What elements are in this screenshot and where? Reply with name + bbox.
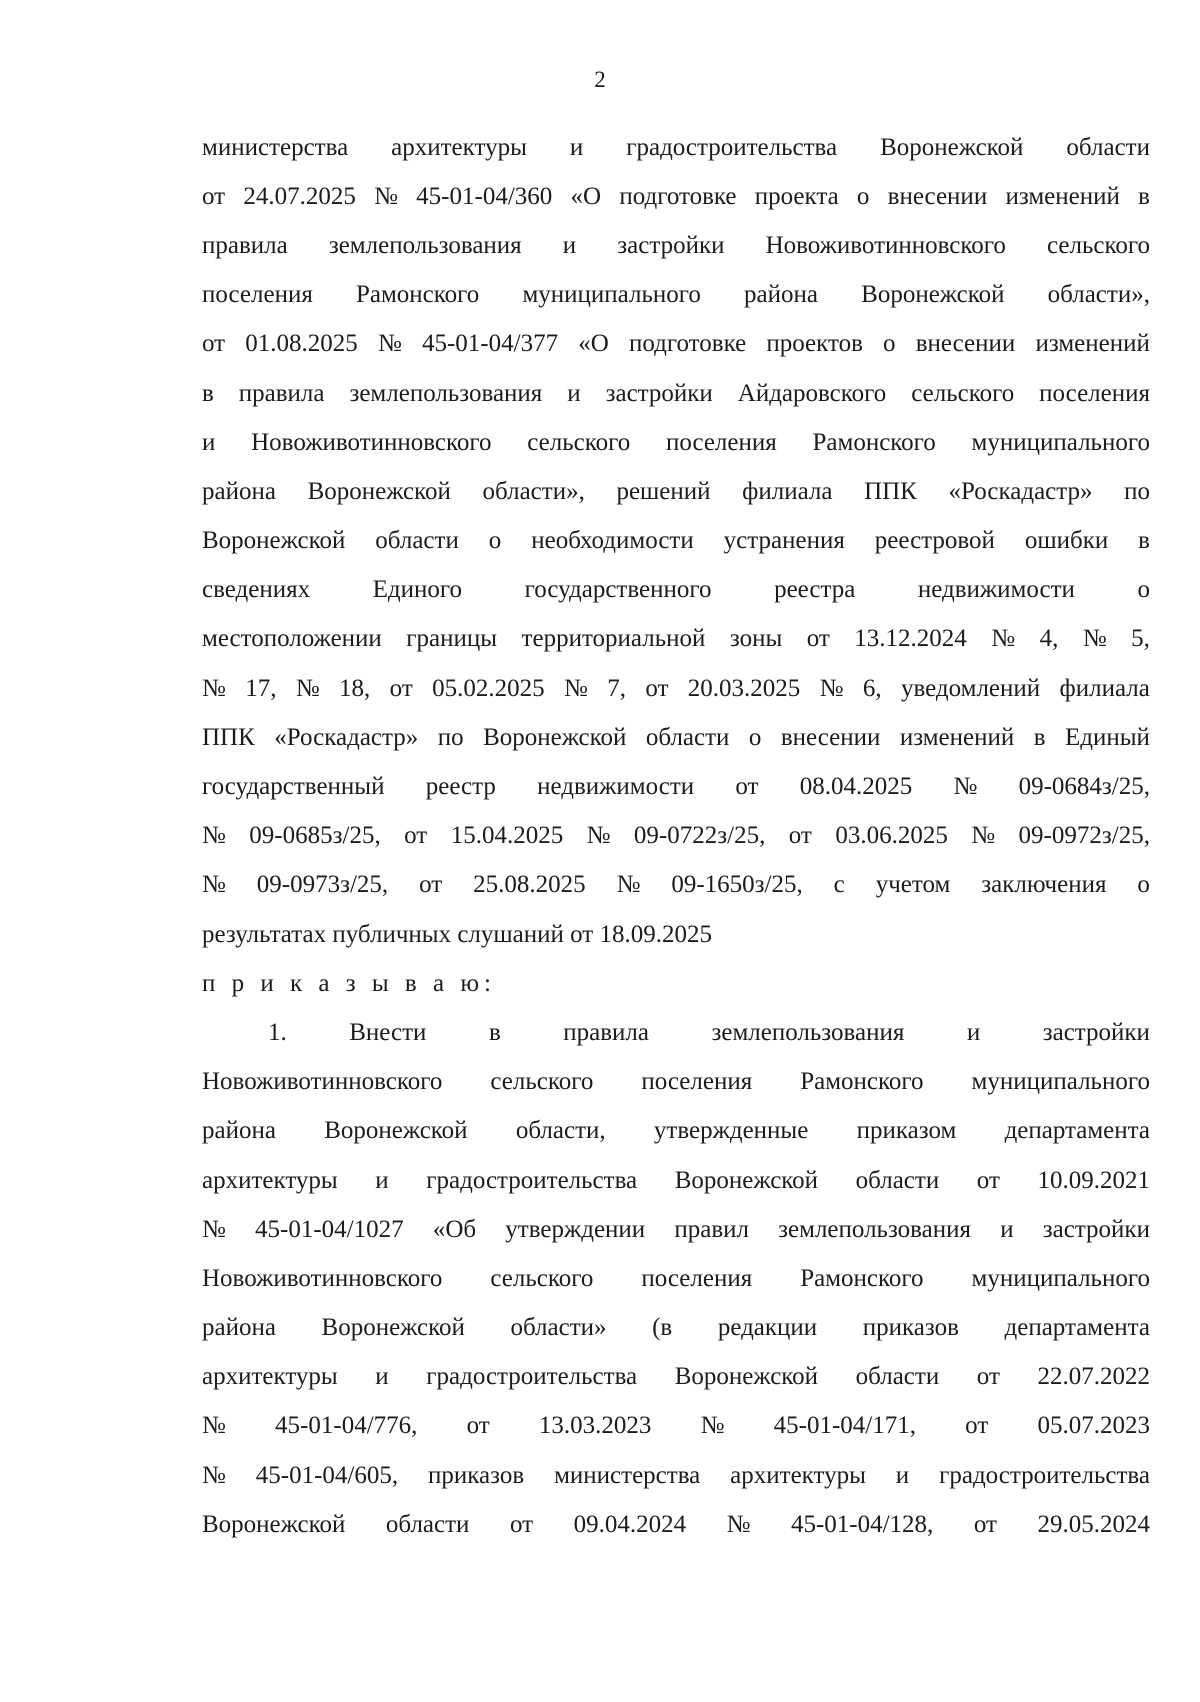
text-line: района Воронежской области», решений филиала ППК «Роскадастр» по <box>202 477 1150 505</box>
text-line: и Новоживотинновского сельского поселения Рамонского муниципального <box>202 428 1150 456</box>
text-line: от 24.07.2025 № 45-01-04/360 «О подготовке проекта о внесении изменений в <box>202 182 1150 210</box>
text-line: № 09-0973з/25, от 25.08.2025 № 09-1650з/25, с учетом заключения о <box>202 871 1150 899</box>
text-line: района Воронежской области» (в редакции приказов департамента <box>202 1314 1150 1342</box>
text-line: района Воронежской области, утвержденные приказом департамента <box>202 1117 1150 1145</box>
text-line: п р и к а з ы в а ю: <box>202 969 496 997</box>
text-line: Воронежской области о необходимости устранения реестровой ошибки в <box>202 527 1150 555</box>
text-line: местоположении границы территориальной зоны от 13.12.2024 № 4, № 5, <box>202 625 1150 653</box>
text-line: № 45-01-04/605, приказов министерства архитектуры и градостроительства <box>202 1461 1150 1489</box>
page-number: 2 <box>594 67 606 92</box>
text-line: № 45-01-04/1027 «Об утверждении правил землепользования и застройки <box>202 1215 1150 1243</box>
text-line: Новоживотинновского сельского поселения Рамонского муниципального <box>202 1264 1150 1292</box>
text-line: архитектуры и градостроительства Воронежской области от 10.09.2021 <box>202 1166 1150 1194</box>
text-line: в правила землепользования и застройки Айдаровского сельского поселения <box>202 379 1150 407</box>
text-line: Новоживотинновского сельского поселения Рамонского муниципального <box>202 1068 1150 1096</box>
text-line: результатах публичных слушаний от 18.09.2025 <box>202 920 712 948</box>
text-line: № 09-0685з/25, от 15.04.2025 № 09-0722з/25, от 03.06.2025 № 09-0972з/25, <box>202 822 1150 850</box>
text-line: 1. Внести в правила землепользования и застройки <box>268 1018 1150 1046</box>
text-line: правила землепользования и застройки Новоживотинновского сельского <box>202 231 1150 259</box>
text-line: сведениях Единого государственного реестра недвижимости о <box>202 576 1150 604</box>
text-line: архитектуры и градостроительства Воронежской области от 22.07.2022 <box>202 1363 1150 1391</box>
text-line: от 01.08.2025 № 45-01-04/377 «О подготовке проектов о внесении изменений <box>202 330 1150 358</box>
document-body <box>202 123 1150 1549</box>
text-line: министерства архитектуры и градостроительства Воронежской области <box>202 133 1150 161</box>
text-line: государственный реестр недвижимости от 08.04.2025 № 09-0684з/25, <box>202 773 1150 801</box>
text-line: Воронежской области от 09.04.2024 № 45-01-04/128, от 29.05.2024 <box>202 1510 1150 1538</box>
text-line: ППК «Роскадастр» по Воронежской области о внесении изменений в Единый <box>202 723 1150 751</box>
text-line: поселения Рамонского муниципального района Воронежской области», <box>202 281 1150 309</box>
text-line: № 17, № 18, от 05.02.2025 № 7, от 20.03.2025 № 6, уведомлений филиала <box>202 674 1150 702</box>
text-line: № 45-01-04/776, от 13.03.2023 № 45-01-04/171, от 05.07.2023 <box>202 1412 1150 1440</box>
